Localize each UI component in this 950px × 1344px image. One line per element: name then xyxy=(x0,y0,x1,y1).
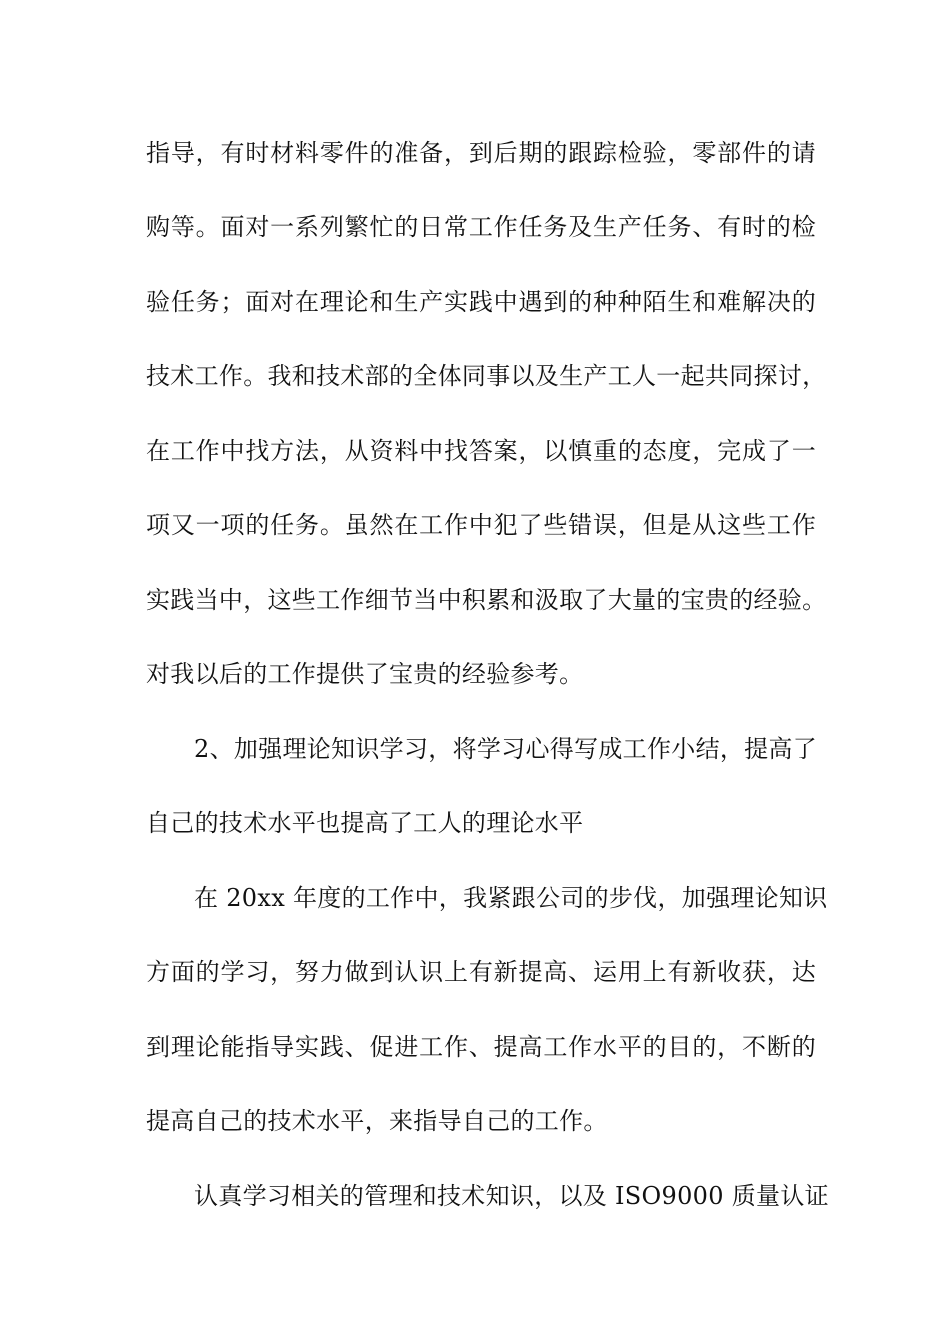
section-heading-line: 2、加强理论知识学习，将学习心得写成工作小结，提高了 xyxy=(194,735,818,763)
paragraph-line: 购等。面对一系列繁忙的日常工作任务及生产任务、有时的检 xyxy=(146,213,816,241)
paragraph-line: 提高自己的技术水平，来指导自己的工作。 xyxy=(146,1107,608,1135)
paragraph-line: 认真学习相关的管理和技术知识，以及 ISO9000 质量认证 xyxy=(194,1182,829,1210)
paragraph-line: 项又一项的任务。虽然在工作中犯了些错误，但是从这些工作 xyxy=(146,511,816,539)
paragraph-line: 到理论能指导实践、促进工作、提高工作水平的目的，不断的 xyxy=(146,1033,816,1061)
paragraph-line: 技术工作。我和技术部的全体同事以及生产工人一起共同探讨， xyxy=(146,362,827,390)
paragraph-line: 对我以后的工作提供了宝贵的经验参考。 xyxy=(146,660,584,688)
paragraph-line: 在工作中找方法，从资料中找答案，以慎重的态度，完成了一 xyxy=(146,437,816,465)
paragraph-line: 在 20xx 年度的工作中，我紧跟公司的步伐，加强理论知识 xyxy=(194,884,828,912)
paragraph-line: 指导，有时材料零件的准备，到后期的跟踪检验，零部件的请 xyxy=(146,139,816,167)
section-heading-line: 自己的技术水平也提高了工人的理论水平 xyxy=(146,809,584,837)
paragraph-line: 方面的学习，努力做到认识上有新提高、运用上有新收获，达 xyxy=(146,958,816,986)
paragraph-line: 验任务；面对在理论和生产实践中遇到的种种陌生和难解决的 xyxy=(146,288,816,316)
paragraph-line: 实践当中，这些工作细节当中积累和汲取了大量的宝贵的经验。 xyxy=(146,586,827,614)
